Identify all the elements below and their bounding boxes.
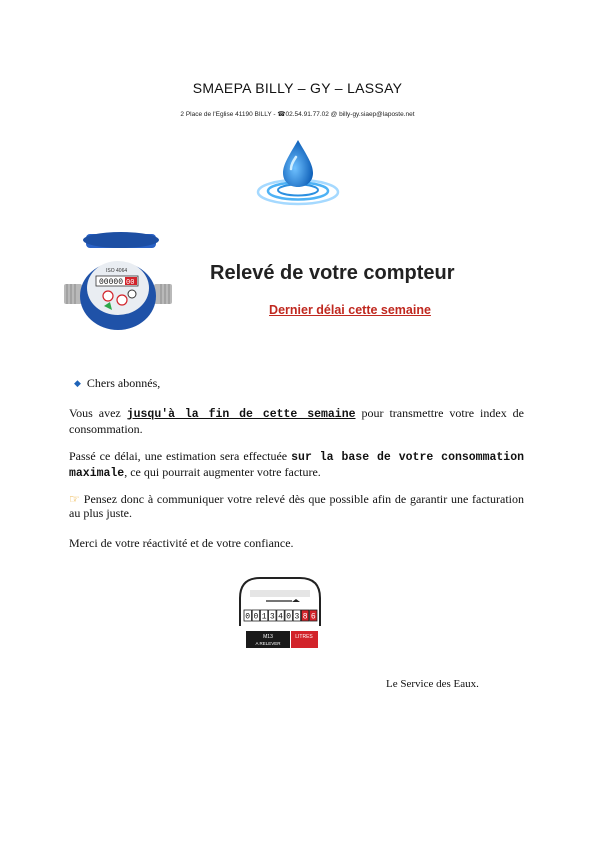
diagram-digit: 1	[261, 612, 267, 622]
meter-index-diagram	[236, 574, 324, 650]
contact-address: 2 Place de l'Eglise 41190 BILLY - ☎02.54.91.77.02 @ billy-gy.siaep@laposte.net	[180, 111, 415, 118]
meter-counter-text: 00000	[99, 278, 124, 287]
diagram-label-right-1: LITRES	[295, 634, 313, 640]
diagram-label-left-1: M13	[263, 634, 273, 640]
meter-brand-label: ISO 4064	[106, 268, 128, 274]
deadline-subtitle-text: Dernier délai cette semaine	[269, 303, 431, 317]
deadline-subtitle	[210, 303, 490, 317]
pointing-hand-icon: ☞	[69, 492, 80, 506]
diagram-digit: 0	[253, 612, 259, 622]
p1-highlight: jusqu'à la fin de cette semaine	[126, 408, 356, 421]
diagram-digit: 8	[302, 612, 308, 622]
meter-counter-red-text: 00	[126, 279, 135, 287]
diagram-label-left-2: A RELEVER	[255, 641, 281, 646]
diamond-bullet-icon: ◆	[74, 378, 81, 388]
p2-highlight: sur la base de votre consommation maximale	[69, 451, 524, 480]
water-drop-icon	[254, 136, 342, 212]
page-title: Relevé de votre compteur	[210, 262, 455, 284]
diagram-digit: 3	[269, 612, 275, 622]
diagram-digit: 0	[286, 612, 292, 622]
paragraph-thanks: Merci de votre réactivité et de votre confiance.	[69, 536, 294, 550]
p2-text-c: , ce qui pourrait augmenter votre facture.	[124, 465, 321, 479]
diagram-digit: 3	[294, 612, 300, 622]
p2-text-a: Passé ce délai, une estimation sera effectuée	[69, 449, 292, 463]
p3-text: Pensez donc à communiquer votre relevé dès que possible afin de garantir une facturation au plus juste.	[69, 492, 524, 520]
organization-name: SMAEPA BILLY – GY – LASSAY	[192, 80, 403, 96]
water-meter-icon	[62, 228, 174, 334]
p1-text-a: Vous avez	[69, 406, 127, 420]
paragraph-deadline	[69, 406, 524, 436]
greeting-text: Chers abonnés,	[86, 376, 161, 390]
diagram-digit: 6	[310, 612, 316, 622]
greeting	[74, 376, 160, 391]
signature: Le Service des Eaux.	[386, 678, 479, 690]
diagram-digit: 0	[245, 612, 251, 622]
p1-text-c: pour transmettre votre index de consommation.	[69, 406, 524, 436]
diagram-digit: 4	[278, 612, 283, 622]
paragraph-reminder	[69, 492, 524, 520]
paragraph-estimation	[69, 449, 524, 481]
